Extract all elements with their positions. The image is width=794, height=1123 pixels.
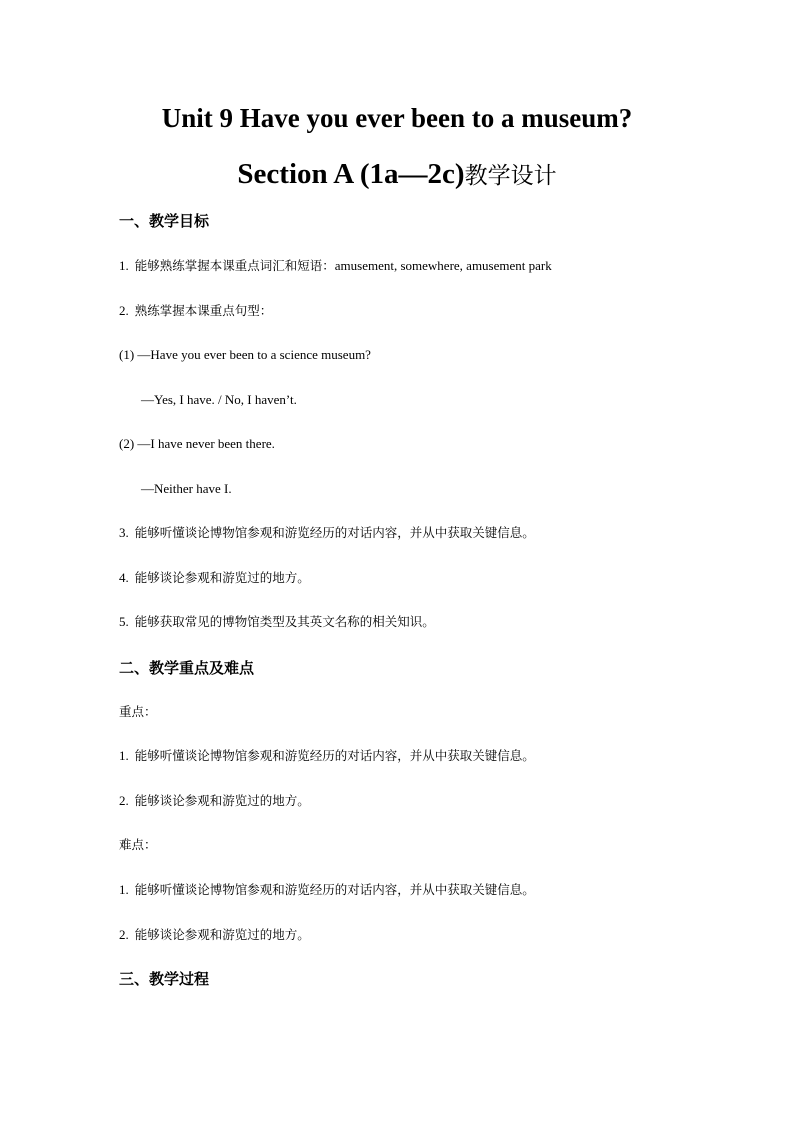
objective-item — [119, 257, 552, 275]
item-number: 1. — [119, 748, 129, 763]
item-text-cn: 能够获取常见的博物馆类型及其英文名称的相关知识。 — [134, 614, 435, 629]
document-title: Unit 9 Have you ever been to a museum? — [161, 103, 633, 133]
item-number: 2. — [119, 793, 129, 808]
item-text-cn: 能够谈论参观和游览过的地方。 — [134, 570, 310, 585]
section-heading-key-points: 二、教学重点及难点 — [119, 659, 255, 677]
item-number: 1. — [119, 258, 129, 273]
item-number: 4. — [119, 570, 129, 585]
dialog-line: (1) —Have you ever been to a science museum? — [119, 347, 371, 362]
item-text-cn: 熟练掌握本课重点句型： — [134, 303, 273, 318]
difficult-points-label: 难点： — [119, 837, 157, 852]
item-text-en: amusement, somewhere, amusement park — [334, 258, 552, 273]
item-text-cn: 能够谈论参观和游览过的地方。 — [134, 927, 310, 942]
section-heading-process: 三、教学过程 — [119, 970, 210, 988]
dialog-line: —Yes, I have. / No, I haven’t. — [141, 392, 297, 407]
difficult-point-item — [119, 926, 310, 944]
dialog-line: (2) —I have never been there. — [119, 436, 275, 451]
section-heading-objectives: 一、教学目标 — [119, 212, 210, 230]
item-text-cn: 能够听懂谈论博物馆参观和游览经历的对话内容，并从中获取关键信息。 — [134, 525, 535, 540]
subtitle-english: Section A (1a—2c) — [237, 158, 465, 190]
objective-item — [119, 613, 435, 631]
item-number: 5. — [119, 614, 129, 629]
item-number: 3. — [119, 525, 129, 540]
item-text-cn: 能够谈论参观和游览过的地方。 — [134, 793, 310, 808]
difficult-point-item — [119, 881, 535, 899]
key-point-item — [119, 747, 535, 765]
item-number: 2. — [119, 927, 129, 942]
item-text-cn: 能够听懂谈论博物馆参观和游览经历的对话内容，并从中获取关键信息。 — [134, 882, 535, 897]
objective-item — [119, 569, 310, 587]
key-points-label: 重点： — [119, 704, 157, 719]
item-number: 2. — [119, 303, 129, 318]
objective-item — [119, 302, 272, 320]
item-number: 1. — [119, 882, 129, 897]
document-subtitle — [0, 155, 794, 195]
objective-item — [119, 524, 535, 542]
item-text-cn: 能够听懂谈论博物馆参观和游览经历的对话内容，并从中获取关键信息。 — [134, 748, 535, 763]
item-text-cn: 能够熟练掌握本课重点词汇和短语： — [134, 258, 335, 273]
subtitle-chinese: 教学设计 — [464, 163, 557, 189]
dialog-line: —Neither have I. — [141, 481, 232, 496]
key-point-item — [119, 792, 310, 810]
